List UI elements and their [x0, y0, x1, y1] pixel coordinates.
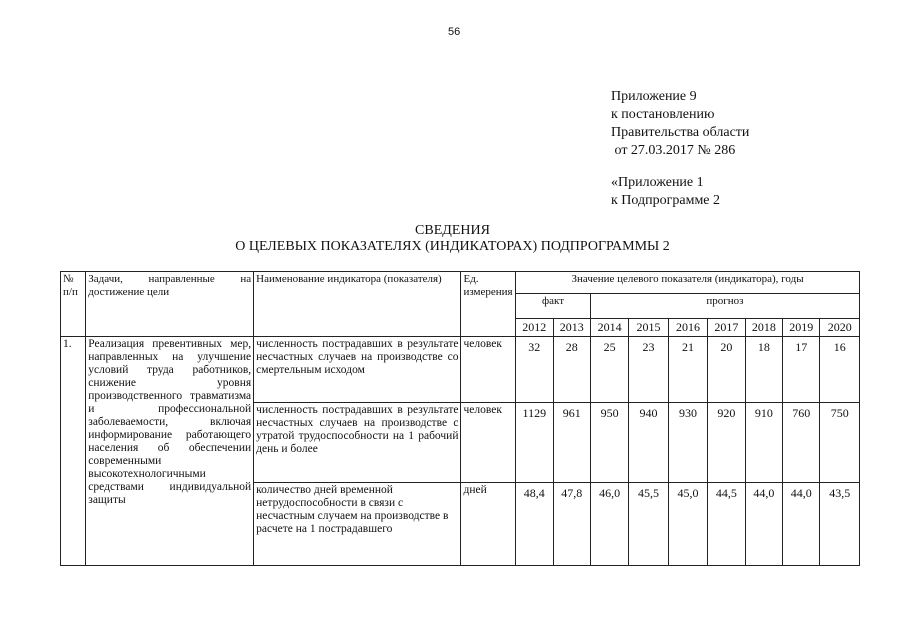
value-cell: 961 — [553, 403, 590, 483]
appendix-block — [611, 88, 749, 160]
table-row — [61, 337, 860, 403]
header-indicator: Наименование индикатора (показателя) — [254, 272, 461, 337]
unit-cell: человек — [461, 337, 516, 403]
header-fact: факт — [516, 294, 591, 319]
year-cell: 2014 — [590, 319, 628, 337]
value-cell: 47,8 — [553, 483, 590, 566]
value-cell: 920 — [708, 403, 745, 483]
year-cell: 2019 — [783, 319, 820, 337]
value-cell: 44,0 — [783, 483, 820, 566]
row-number: 1. — [61, 337, 86, 566]
appendix-line-1: Приложение 9 — [611, 89, 697, 104]
indicator-text: численность пострадавших в результате несчастных случаев на производстве с утратой трудоспособности на 1 рабочий день и более — [254, 403, 461, 483]
document-title: СВЕДЕНИЯ — [415, 223, 490, 238]
value-cell: 940 — [629, 403, 668, 483]
header-num: № п/п — [61, 272, 86, 337]
value-cell: 1129 — [516, 403, 553, 483]
value-cell: 750 — [820, 403, 860, 483]
year-cell: 2020 — [820, 319, 860, 337]
value-cell: 16 — [820, 337, 860, 403]
value-cell: 44,0 — [745, 483, 782, 566]
indicator-text: количество дней временной нетрудоспособности в связи с несчастным случаем на производстве в расчете на 1 пострадавшего — [254, 483, 461, 566]
appendix-line-3: Правительства области — [611, 125, 750, 140]
value-cell: 950 — [590, 403, 628, 483]
year-cell: 2017 — [708, 319, 745, 337]
value-cell: 32 — [516, 337, 553, 403]
year-cell: 2013 — [553, 319, 590, 337]
value-cell: 28 — [553, 337, 590, 403]
year-cell: 2016 — [668, 319, 707, 337]
value-cell: 20 — [708, 337, 745, 403]
unit-cell: дней — [461, 483, 516, 566]
value-cell: 21 — [668, 337, 707, 403]
page-number: 56 — [448, 26, 461, 38]
appendix2-line-2: к Подпрограмме 2 — [611, 193, 721, 208]
indicators-table — [60, 271, 860, 566]
value-cell: 44,5 — [708, 483, 745, 566]
header-value: Значение целевого показателя (индикатора), годы — [516, 272, 860, 294]
value-cell: 930 — [668, 403, 707, 483]
appendix2-block — [611, 174, 720, 210]
unit-cell: человек — [461, 403, 516, 483]
header-tasks: Задачи, направленные на достижение цели — [86, 272, 254, 337]
year-cell: 2015 — [629, 319, 668, 337]
header-unit: Ед. измерения — [461, 272, 516, 337]
value-cell: 46,0 — [590, 483, 628, 566]
year-cell: 2012 — [516, 319, 553, 337]
value-cell: 48,4 — [516, 483, 553, 566]
value-cell: 760 — [783, 403, 820, 483]
appendix2-line-1: «Приложение 1 — [611, 175, 704, 190]
value-cell: 23 — [629, 337, 668, 403]
appendix-line-2: к постановлению — [611, 107, 715, 122]
value-cell: 45,5 — [629, 483, 668, 566]
value-cell: 18 — [745, 337, 782, 403]
year-cell: 2018 — [745, 319, 782, 337]
document-subtitle: О ЦЕЛЕВЫХ ПОКАЗАТЕЛЯХ (ИНДИКАТОРАХ) ПОДПРОГРАММЫ 2 — [235, 239, 670, 254]
header-forecast: прогноз — [590, 294, 859, 319]
value-cell: 45,0 — [668, 483, 707, 566]
value-cell: 17 — [783, 337, 820, 403]
value-cell: 910 — [745, 403, 782, 483]
appendix-line-4: от 27.03.2017 № 286 — [611, 143, 736, 158]
task-text: Реализация превентивных мер, направленных на улучшение условий труда работников, снижение уровня производственного травматизма и профессиональной заболеваемости, включая информирование работающего населения об обеспечении современными высокотехнологичными средствами индивидуальной защиты — [86, 337, 254, 566]
value-cell: 25 — [590, 337, 628, 403]
value-cell: 43,5 — [820, 483, 860, 566]
indicator-text: численность пострадавших в результате несчастных случаев на производстве со смертельным исходом — [254, 337, 461, 403]
